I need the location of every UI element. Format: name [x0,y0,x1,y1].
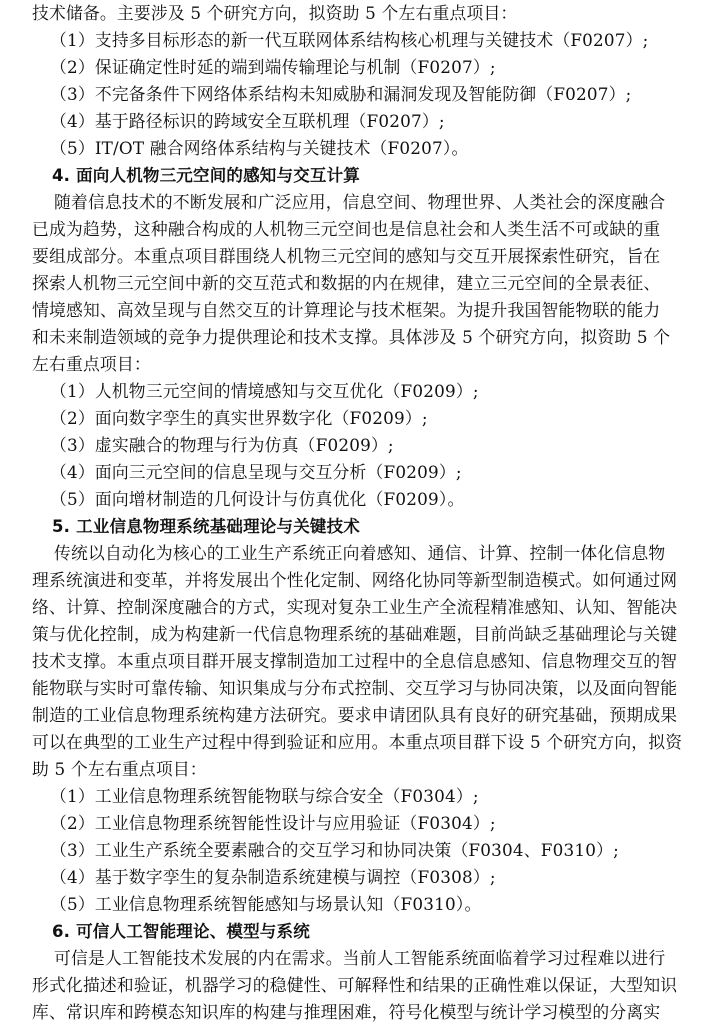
paragraph-line: 形式化描述和验证，机器学习的稳健性、可解释性和结果的正确性难以保证，大型知识 [32,975,678,995]
list-item: （3）虚实融合的物理与行为仿真（F0209）; [50,435,394,455]
paragraph-line: 已成为趋势，这种融合构成的人机物三元空间也是信息社会和人类生活不可或缺的重 [32,219,661,239]
paragraph-line: 库、常识库和跨模态知识库的构建与推理困难，符号化模型与统计学习模型的分离实 [32,1002,661,1022]
list-item: （4）基于路径标识的跨域安全互联机理（F0207）; [50,111,445,131]
intro-tail-line: 技术储备。主要涉及 5 个研究方向，拟资助 5 个左右重点项目： [32,3,518,23]
list-item: （4）基于数字孪生的复杂制造系统建模与调控（F0308）; [50,867,496,887]
section6-paragraph [32,945,698,1026]
list-item: （2）面向数字孪生的真实世界数字化（F0209）; [50,408,428,428]
list-item: （5）IT/OT 融合网络体系结构与关键技术（F0207）。 [50,138,469,158]
paragraph-line: 探索人机物三元空间中新的交互范式和数据的内在规律，建立三元空间的全景表征、 [32,273,661,293]
paragraph-line: 左右重点项目： [32,354,151,374]
paragraph-line: 技术支撑。本重点项目群开展支撑制造加工过程中的全息信息感知、信息物理交互的智 [32,651,678,671]
list-item: （1）支持多目标形态的新一代互联网体系结构核心机理与关键技术（F0207）; [50,30,649,50]
paragraph-line: 传统以自动化为核心的工业生产系统正向着感知、通信、计算、控制一体化信息物 [54,543,666,563]
section-heading: 5. 工业信息物理系统基础理论与关键技术 [52,517,360,536]
paragraph-line: 和未来制造领域的竞争力提供理论和技术支撑。具体涉及 5 个研究方向，拟资助 5 个 [32,327,671,347]
paragraph-line: 制造的工业信息物理系统构建方法研究。要求申请团队具有良好的研究基础，预期成果 [32,705,678,725]
section3-item-list [32,27,698,162]
paragraph-line: 要组成部分。本重点项目群围绕人机物三元空间的感知与交互开展探索性研究，旨在 [32,246,661,266]
section-heading: 4. 面向人机物三元空间的感知与交互计算 [52,166,360,185]
section5-item-list [32,783,698,918]
section-heading: 6. 可信人工智能理论、模型与系统 [52,922,310,941]
paragraph-line: 络、计算、控制深度融合的方式，实现对复杂工业生产全流程精准感知、认知、智能决 [32,597,678,617]
paragraph-line: 能物联与实时可靠传输、知识集成与分布式控制、交互学习与协同决策，以及面向智能 [32,678,678,698]
list-item: （4）面向三元空间的信息呈现与交互分析（F0209）; [50,462,462,482]
list-item: （3）工业生产系统全要素融合的交互学习和协同决策（F0304、F0310）; [50,840,619,860]
paragraph-line: 可以在典型的工业生产过程中得到验证和应用。本重点项目群下设 5 个研究方向，拟资 [32,732,683,752]
list-item: （1）工业信息物理系统智能物联与综合安全（F0304）; [50,786,479,806]
paragraph-line: 随着信息技术的不断发展和广泛应用，信息空间、物理世界、人类社会的深度融合 [54,192,666,212]
section4-paragraph [32,189,698,378]
section4-item-list [32,378,698,513]
list-item: （2）工业信息物理系统智能性设计与应用验证（F0304）; [50,813,496,833]
list-item: （5）面向增材制造的几何设计与仿真优化（F0209）。 [50,489,465,509]
list-item: （3）不完备条件下网络体系结构未知威胁和漏洞发现及智能防御（F0207）; [50,84,632,104]
section5-paragraph [32,540,698,783]
paragraph-line: 策与优化控制，成为构建新一代信息物理系统的基础难题，目前尚缺乏基础理论与关键 [32,624,678,644]
list-item: （1）人机物三元空间的情境感知与交互优化（F0209）; [50,381,479,401]
paragraph-line: 可信是人工智能技术发展的内在需求。当前人工智能系统面临着学习过程难以进行 [54,948,666,968]
paragraph-line: 情境感知、高效呈现与自然交互的计算理论与技术框架。为提升我国智能物联的能力 [32,300,661,320]
list-item: （2）保证确定性时延的端到端传输理论与机制（F0207）; [50,57,496,77]
list-item: （5）工业信息物理系统智能感知与场景认知（F0310）。 [50,894,482,914]
paragraph-line: 助 5 个左右重点项目： [32,759,207,779]
paragraph-line: 理系统演进和变革，并将发展出个性化定制、网络化协同等新型制造模式。如何通过网 [32,570,678,590]
